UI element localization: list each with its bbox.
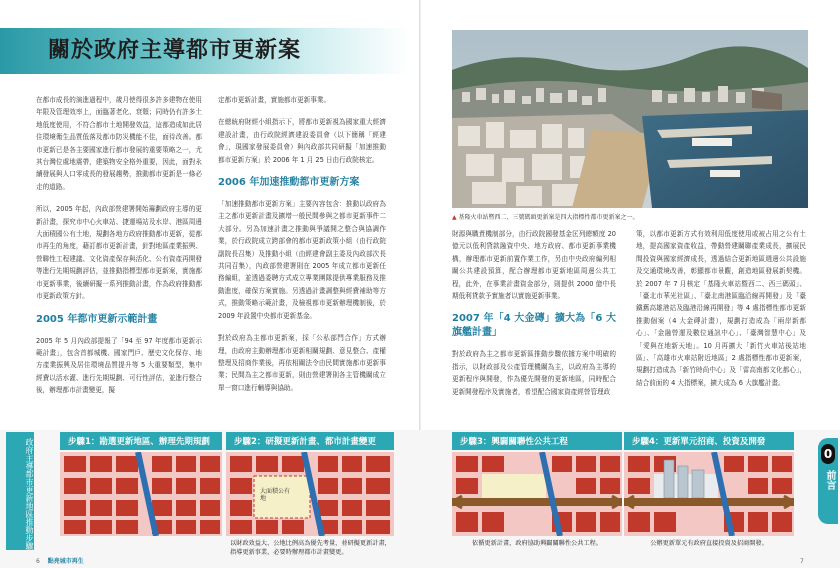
step-caption: 依循更新計畫，政府協助興闢關聯性公共工程。 [472,540,602,547]
triangle-marker-icon: ▲ [452,214,457,221]
step-title: 步驟4：更新單元招商、投資及開發 [624,432,794,450]
page-number: 6 [36,558,40,565]
step-title: 步驟1：勘選更新地區、辦理先期規劃 [60,432,222,450]
step-title: 步驟3：興闢關聯性公共工程 [452,432,622,450]
paragraph: 定都市更新計畫，實施都市更新事業。 [218,96,331,104]
book-title: 點亮城市再生 [47,558,84,565]
left-column-2 [218,94,386,404]
step-caption: 公辦更新單元有政府直接投資及招商開發。 [650,540,768,547]
step-title: 步驟2：研擬更新計畫、都市計畫變更 [226,432,394,450]
page-title: 關於政府主導都市更新案 [48,38,302,63]
step-2 [226,432,394,564]
step-map [624,452,794,536]
paragraph: 在都市成長的演進過程中，歲月使得很多許多建物在使用年限及管理效率上，面臨著老化、衰頹；同時仍有許多土地低度使用，不符合都市土地開發效益，這都造成如此居住環境衛生品質低落及都市防災機能不佳，面待改善。都市更新已是各主要國家進行都市發展的重要策略之一，尤其台灣位處地震帶，建築物安全格外重要，因此，面對永續發展與人口零成長的發展趨勢，推動都市更新是一條必走的道路。 [36,96,202,191]
chapter-badge [818,438,838,524]
step-map [60,452,222,536]
chapter-number: 0 [821,444,835,464]
harbor-city-photo [452,30,808,208]
step-1 [60,432,222,564]
left-column-1 [36,94,202,407]
page-number-left [36,556,84,565]
paragraph: 對於政府為主之都市更新區推動步驟依據方案中明確的指示，以財政部及公產管理機關為主，以政府為主導的更新程序與開發，作為優先開發的更新地區，同時配合更新開發程序及實施者，希望配合國家資產經營管理政 [452,350,616,396]
inset-label: 大面積公有地 [260,488,291,502]
page-number-right: 7 [800,558,804,565]
step-caption: 以財政效益大、公地比例高為優先考量，並研擬更新計畫，指導更新事業，必要時辦理都市計畫變更。 [230,540,391,556]
right-column-1 [452,228,616,408]
side-tab: 政府主導都市更新地區推動步驟 [6,432,34,550]
photo-caption [452,212,639,221]
step-map [226,452,394,536]
section-heading: 2005 年都市更新示範計畫 [36,313,158,325]
step-4 [624,432,794,564]
paragraph: 策，以都市更新方式有效利用低度使用或被占用之公有土地，提高國家資產收益，帶動營建關聯產業成長，擴展民間投資與國家經濟成長，透過結合更新地區週邊公共設施及交通環境改善，彰顯都市景觀，創造地區發展新契機。於 2007 年 7 月核定「基隆火車站暨西二、西三碼頭」、「臺北市華光社區」、「臺北南港區臨沿線再開發」及「臺鐵舊高雄港站及臨港沿線再開發」等 4 處指標性都市更新推動個案（4 大金磚計畫），規劃打造成為「兩岸新都心」、「金融營運及數位通訊中心」、「臺灣智慧中心」及「愛與在地新天地」。10 月再擴大「新竹火車站後站地區」、「高雄市火車站附近地區」2 處指標性都市更新案，規劃打造成為「新竹時尚中心」及「雷高南都文化都心」，結合前面的 4 大指標案，擴大成為 6 大旗艦計畫。 [636,230,806,387]
paragraph: 在總統府財經小組指示下，將都市更新視為國家重大經濟建設計畫，由行政院經濟建設委員會（以下簡稱「經建會」，現國家發展委員會）與內政部共同研擬「加速推動都市更新方案」於 2006 年 1 月 25 日由行政院核定。 [218,118,386,164]
paragraph: 對於政府為主都市更新案，採「公私部門合作」方式辦理，由政府主動辦理都市更新相關規劃、意見整合、產權整理及招商作業後，再依相關法令由民間實施都市更新事業；民間為主之都市更新，則由營建署則各主管機關成立單一窗口進行輔導與協助。 [218,334,386,392]
section-heading: 2007 年「4 大金磚」擴大為「6 大旗艦計畫」 [452,313,616,339]
paragraph: 所以，2005 年起，內政部營建署開始籌劃政府主導的更新計畫，探究市中心火車站、捷運場站及水岸、港區周邊大面積國公有土地，規劃各地方政府推動都市更新，從都市再生的角度，藉訂都市更新計畫，針對地區產業振興、營聯性工程建議、文化資產保存與活化、公有資產再開發等進行先期規劃評估，並推動指標型都市更新案，實施都市更新事業，後續研擬一系列推動計畫，作為政府推動都市更新政策方針。 [36,205,202,301]
step-map [452,452,622,536]
paragraph: 財源與職責機制部分，由行政院國發基金匡列總額度 20 億元以低利貸款融資中央、地方政府、都市更新事業機構，辦理都市更新前置作業工作，另由中央政府編列相關公共建設預算，配合辦理都市更新地區周邊公共工程，此外，在事業計畫資金部分，則提供 2000 億中長期低利貸款予實施者以實施更新事業。 [452,230,616,301]
section-heading: 2006 年加速推動都市更新方案 [218,177,360,189]
chapter-label: 前言 [824,470,835,490]
step-3 [452,432,622,564]
right-column-2 [636,228,806,399]
paragraph: 「加速推動都市更新方案」主要內容包含：推動以政府為主之都市更新計畫及擴增一般民間參與之都市更新事件二大部分。另為加速計畫之推動與爭議開之整合與協調作業，於行政院成立跨部會的都市更新政策小組（由行政院副院長召集）及推動小組（由經建會副主委及內政部次長共同召集），內政部營建署則在 2005 年成立都市更新任務編組，並透過委聘方式成立專業團隊提供專業服務及推動進度，確保方案實施。另透過計畫調整與經費補助等方式，推動策略示範計畫，及檢視都市更新辦理機制後，於 2009 年設置中央都市更新基金。 [218,200,386,320]
paragraph: 2005 年 5 月內政部提報了「94 至 97 年度都市更新示範計畫」，包含首都城機、國家門戶、歷史文化保存、地方產業振興及居住環境品質提升等 5 大重要類型，集中經費以活水灌、進行先期規劃、可行性評估，並進行整合後，辦理都市計畫變更，擬 [36,336,202,395]
photo-caption-text: 基隆火車站暨西二、三號碼頭更新案是四大指標性都市更新案之一。 [458,214,639,221]
